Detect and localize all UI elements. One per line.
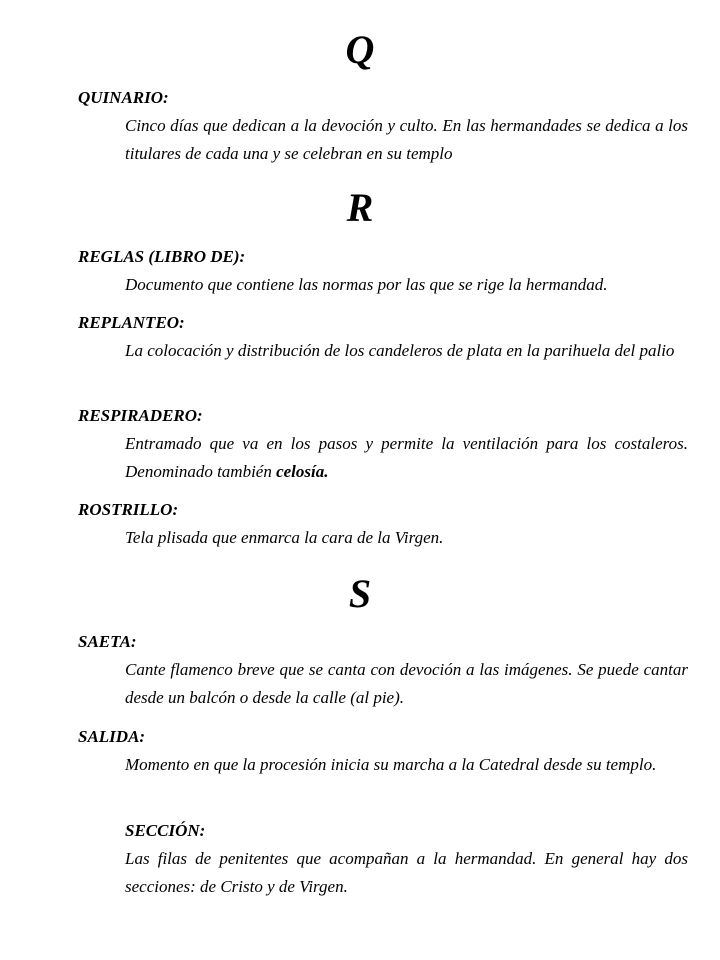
entry-definition: Momento en que la procesión inicia su marcha a la Catedral desde su templo. (125, 755, 657, 774)
entry-definition: Documento que contiene las normas por las que se rige la hermandad. (125, 275, 608, 294)
section-letter-s: S (348, 571, 372, 616)
glossary-entry (78, 500, 688, 552)
glossary-entry (78, 313, 688, 365)
entry-term: REGLAS (LIBRO DE): (78, 247, 246, 266)
glossary-entry (78, 632, 688, 712)
entry-definition: Cinco días que dedican a la devoción y culto. En las hermandades se dedica a los titulares de cada una y se celebran en su templo (125, 116, 688, 163)
entry-definition (125, 430, 688, 486)
section-letter-q: Q (345, 27, 375, 72)
entry-definition: Cante flamenco breve que se canta con devoción a las imágenes. Se puede cantar desde un balcón o desde la calle (al pie). (125, 660, 688, 707)
entry-term: SALIDA: (78, 727, 146, 746)
glossary-entry (78, 406, 688, 486)
entry-definition: La colocación y distribución de los candeleros de plata en la parihuela del palio (125, 341, 675, 360)
entry-term: SAETA: (78, 632, 137, 651)
entry-term: SECCIÓN: (125, 821, 206, 840)
glossary-entry (78, 247, 688, 299)
entry-definition: Tela plisada que enmarca la cara de la Virgen. (125, 528, 444, 547)
glossary-entry (78, 727, 688, 779)
entry-term: REPLANTEO: (78, 313, 185, 332)
section-letter-r: R (346, 185, 374, 230)
definition-text: Entramado que va en los pasos y permite la ventilación para los costaleros. Denominado también (125, 434, 688, 481)
entry-definition: Las filas de penitentes que acompañan a la hermandad. En general hay dos secciones: de Cristo y de Virgen. (125, 849, 688, 896)
glossary-entry (78, 88, 688, 168)
entry-term: ROSTRILLO: (78, 500, 179, 519)
glossary-entry (78, 821, 688, 901)
entry-term: QUINARIO: (78, 88, 169, 107)
entry-term: RESPIRADERO: (78, 406, 203, 425)
definition-bold-term: celosía. (276, 462, 329, 481)
